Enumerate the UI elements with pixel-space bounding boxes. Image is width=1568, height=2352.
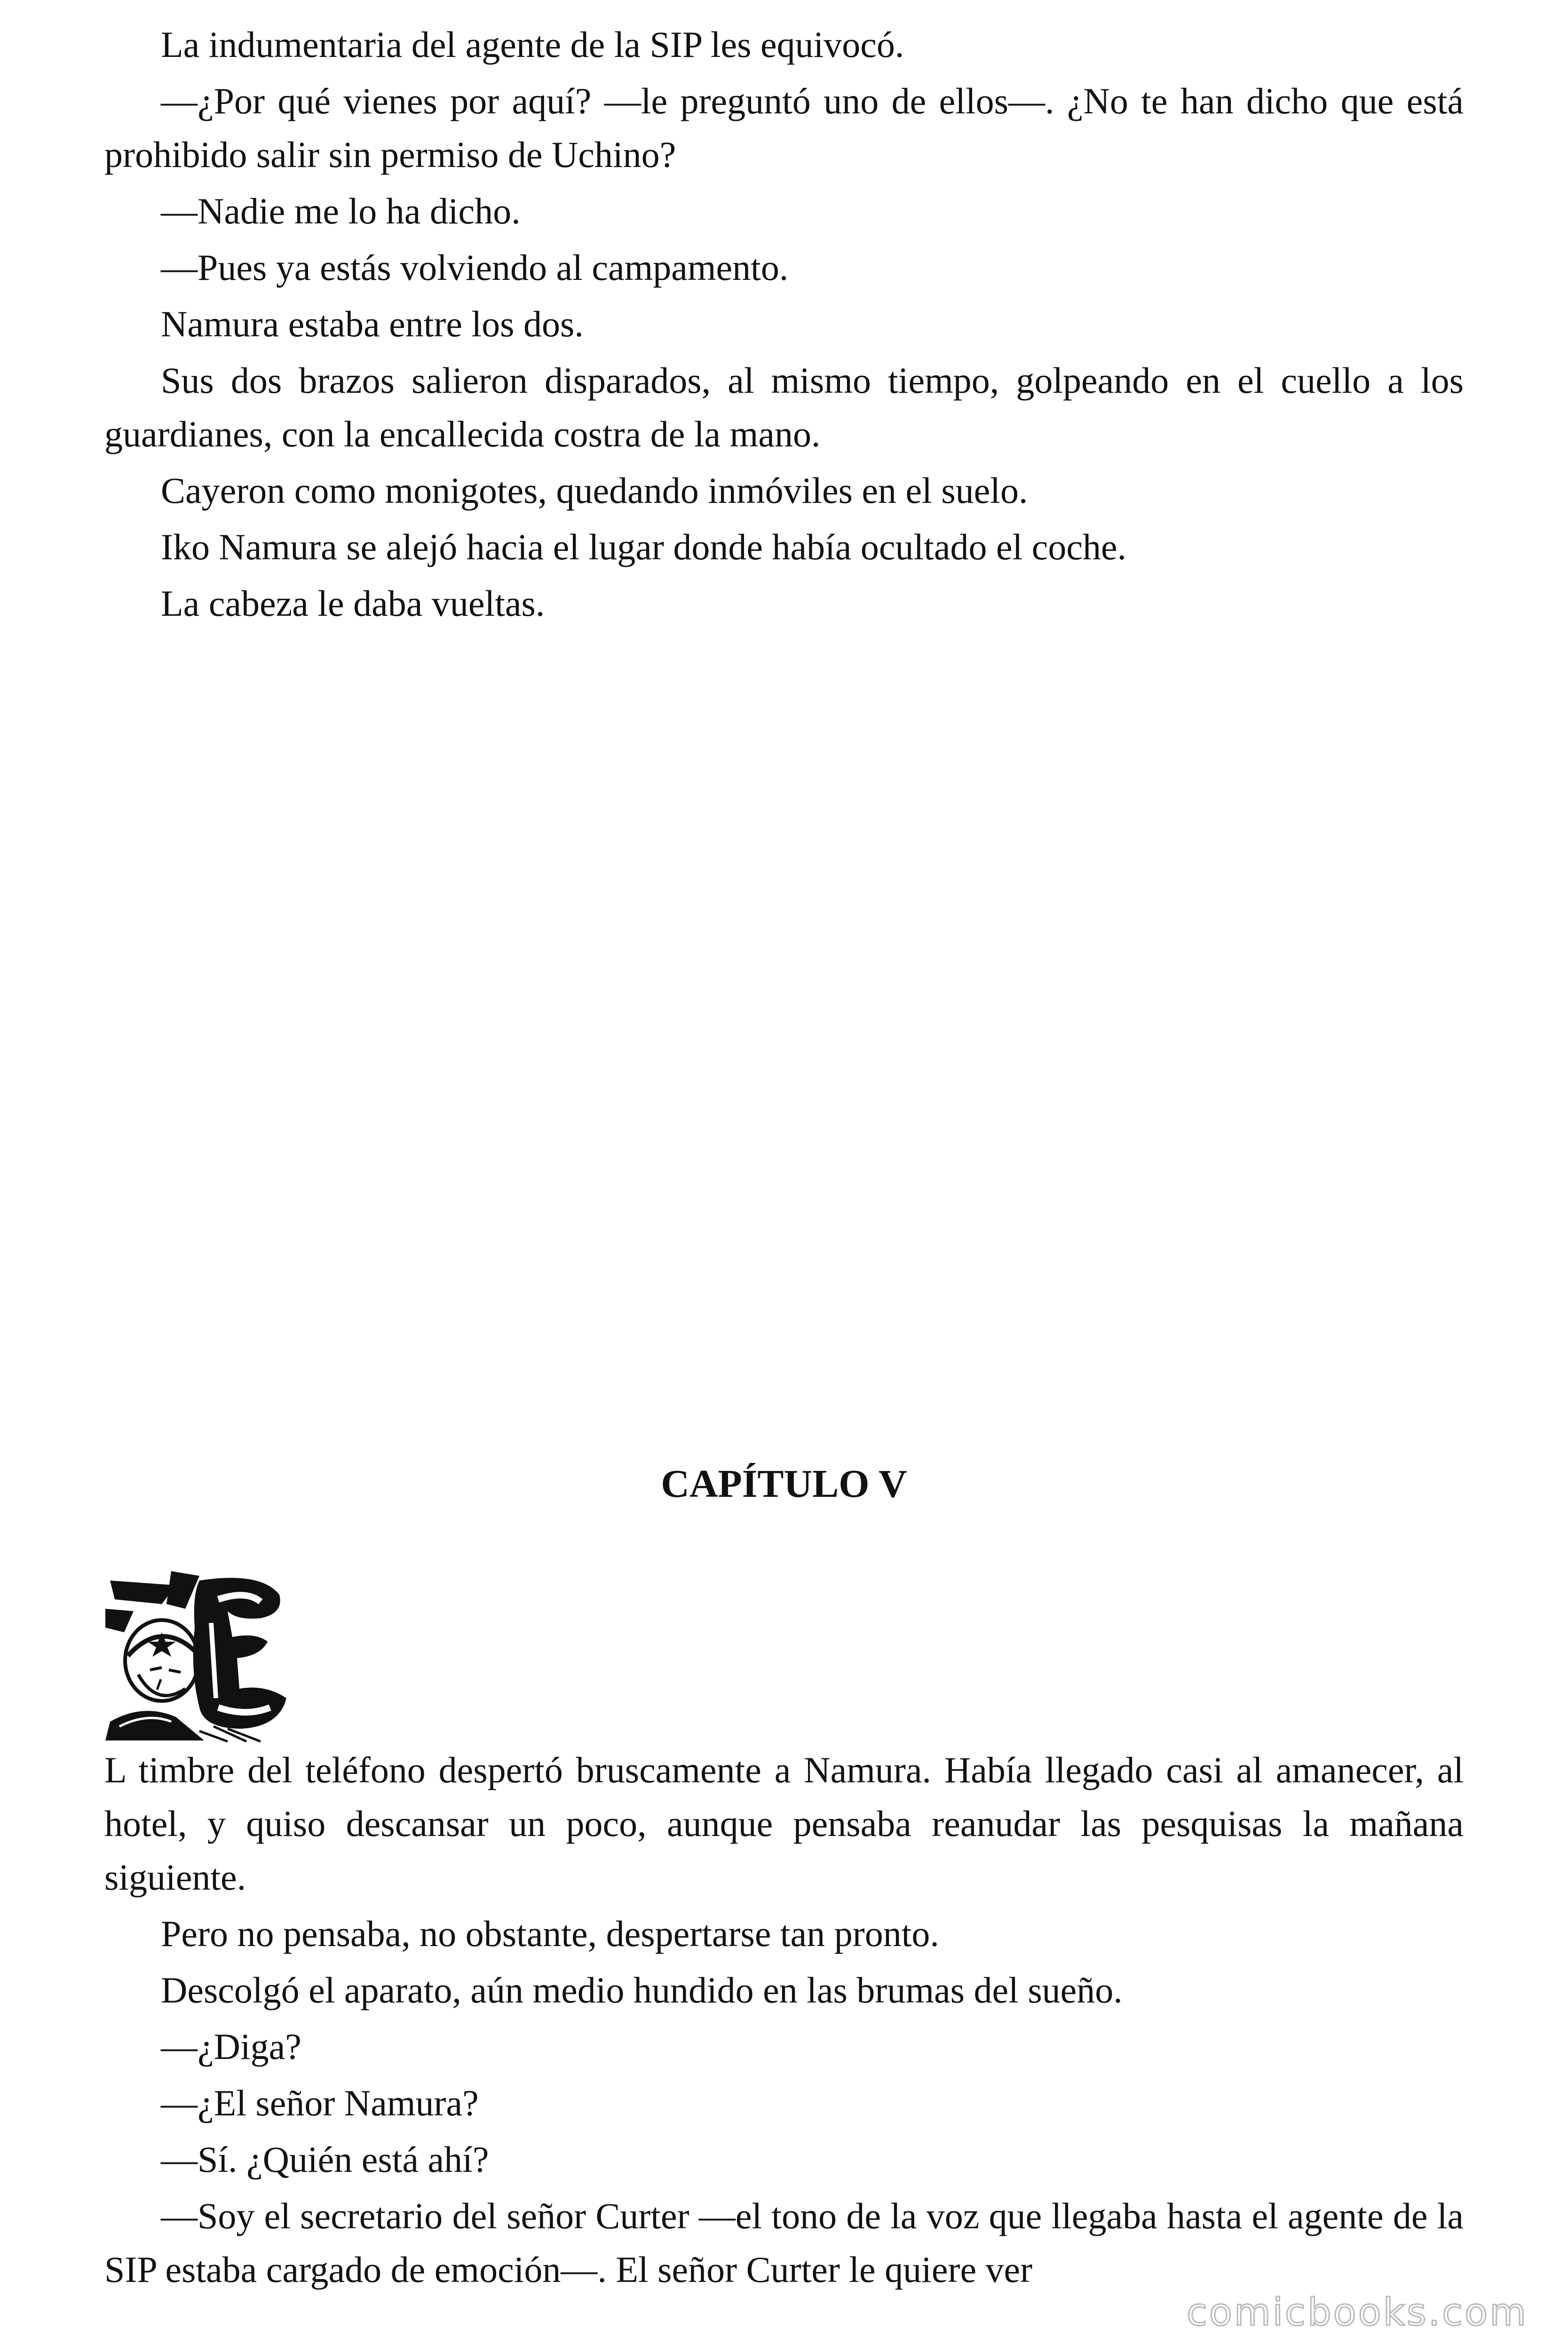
watermark: comicbooks.com	[1186, 2290, 1528, 2334]
paragraph: —Soy el secretario del señor Curter —el tono de la voz que llegaba hasta el agente de la SIP estaba cargado de emoción—. El señor Curter le quiere ver	[104, 2195, 1464, 2290]
paragraph: —¿Diga?	[161, 2026, 301, 2067]
paragraph: La cabeza le daba vueltas.	[161, 583, 545, 624]
paragraph: Descolgó el aparato, aún medio hundido en las brumas del sueño.	[161, 1970, 1123, 2010]
paragraph: —Pues ya estás volviendo al campamento.	[161, 247, 789, 288]
paragraph: Sus dos brazos salieron disparados, al mismo tiempo, golpeando en el cuello a los guardianes, con la encallecida costra de la mano.	[104, 360, 1464, 454]
drop-cap-illustration	[105, 1566, 290, 1743]
paragraph: —¿Por qué vienes por aquí? —le preguntó uno de ellos—. ¿No te han dicho que está prohibido salir sin permiso de Uchino?	[104, 80, 1464, 175]
text-block-top	[104, 18, 1464, 630]
paragraph: Namura estaba entre los dos.	[161, 303, 584, 344]
paragraph: —¿El señor Namura?	[161, 2082, 479, 2123]
paragraph: L timbre del teléfono despertó bruscamente a Namura. Había llegado casi al amanecer, al hotel, y quiso descansar un poco, aunque pensaba reanudar las pesquisas la mañana siguiente.	[104, 1749, 1464, 1898]
chapter-heading: CAPÍTULO V	[661, 1462, 907, 1506]
text-block-bottom	[104, 1743, 1464, 2296]
paragraph: Iko Namura se alejó hacia el lugar donde había ocultado el coche.	[161, 526, 1127, 567]
paragraph: Cayeron como monigotes, quedando inmóviles en el suelo.	[161, 470, 1028, 511]
book-page	[104, 0, 1464, 2352]
paragraph: La indumentaria del agente de la SIP les equivocó.	[161, 24, 904, 65]
paragraph: —Sí. ¿Quién está ahí?	[161, 2139, 489, 2180]
paragraph: Pero no pensaba, no obstante, despertarse tan pronto.	[161, 1913, 939, 1954]
paragraph: —Nadie me lo ha dicho.	[161, 191, 521, 231]
